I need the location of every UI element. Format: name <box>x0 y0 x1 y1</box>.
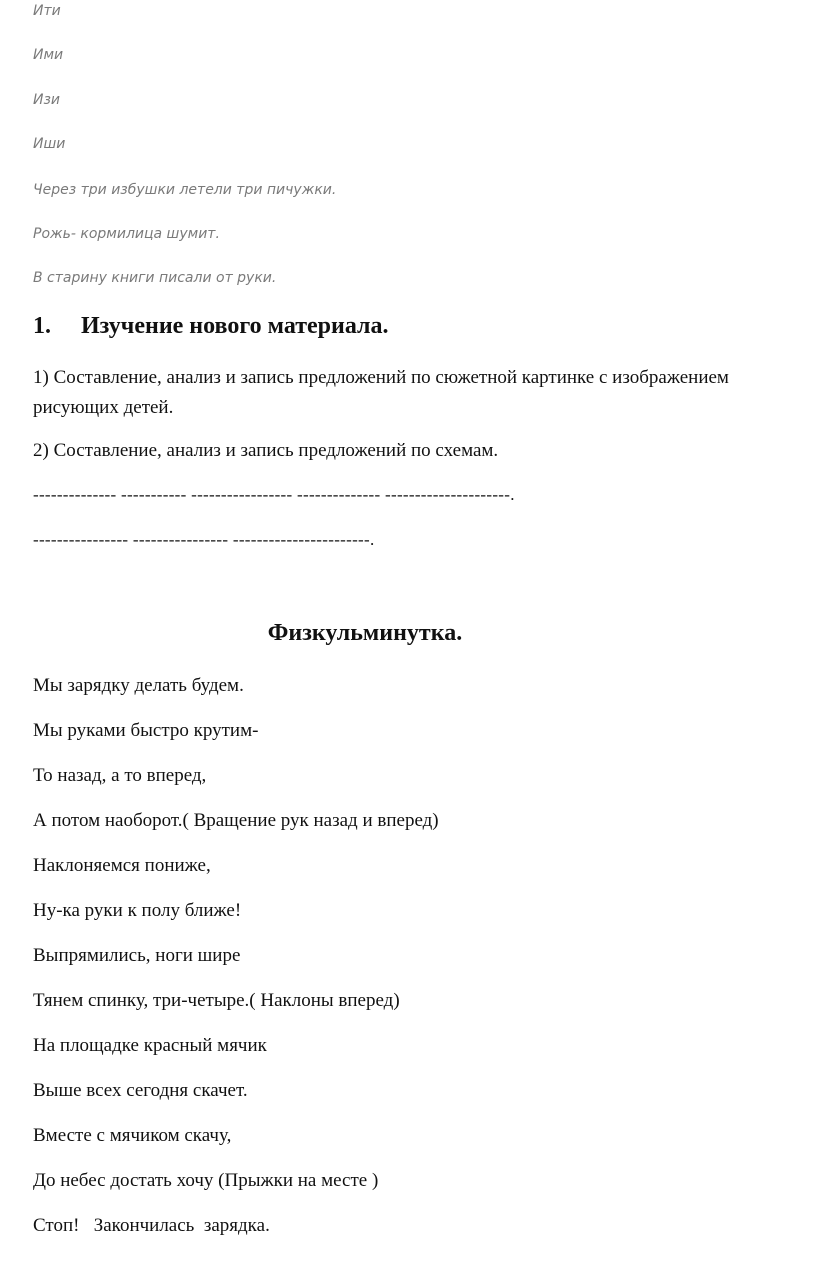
exercise-line: Стоп! Закончилась зарядка. <box>33 1215 270 1236</box>
sentence-scheme: -------------- ----------- ----------------- -------------- ---------------------. <box>33 485 515 504</box>
warmup-line: Иши <box>33 136 66 152</box>
section-number: 1. <box>33 313 51 339</box>
exercise-title: Физкульминутка. <box>267 620 463 646</box>
section-title: Изучение нового материала. <box>81 313 389 339</box>
warmup-line: Рожь- кормилица шумит. <box>33 226 220 242</box>
warmup-line: Ити <box>33 3 61 19</box>
section-heading <box>33 313 389 340</box>
exercise-line: Вместе с мячиком скачу, <box>33 1125 232 1146</box>
exercise-line: А потом наоборот.( Вращение рук назад и вперед) <box>33 810 439 831</box>
exercise-line: До небес достать хочу (Прыжки на месте ) <box>33 1170 379 1191</box>
task-paragraph: 1) Составление, анализ и запись предложений по сюжетной картинке с изображением рисующих детей. <box>33 367 729 418</box>
warmup-line: Изи <box>33 92 61 108</box>
exercise-line: То назад, а то вперед, <box>33 765 207 786</box>
exercise-line: На площадке красный мячик <box>33 1035 267 1056</box>
exercise-line: Выше всех сегодня скачет. <box>33 1080 248 1101</box>
exercise-line: Ну-ка руки к полу ближе! <box>33 900 242 921</box>
sentence-scheme: ---------------- ---------------- -----------------------. <box>33 530 375 549</box>
warmup-line: В старину книги писали от руки. <box>33 270 277 286</box>
warmup-line: Ими <box>33 47 64 63</box>
exercise-line: Мы руками быстро крутим- <box>33 720 259 741</box>
exercise-line: Выпрямились, ноги шире <box>33 945 241 966</box>
task-paragraph: 2) Составление, анализ и запись предложений по схемам. <box>33 440 499 461</box>
exercise-line: Тянем спинку, три-четыре.( Наклоны вперед) <box>33 990 400 1011</box>
warmup-line: Через три избушки летели три пичужки. <box>33 182 337 198</box>
exercise-line: Наклоняемся пониже, <box>33 855 211 876</box>
exercise-line: Мы зарядку делать будем. <box>33 675 244 696</box>
